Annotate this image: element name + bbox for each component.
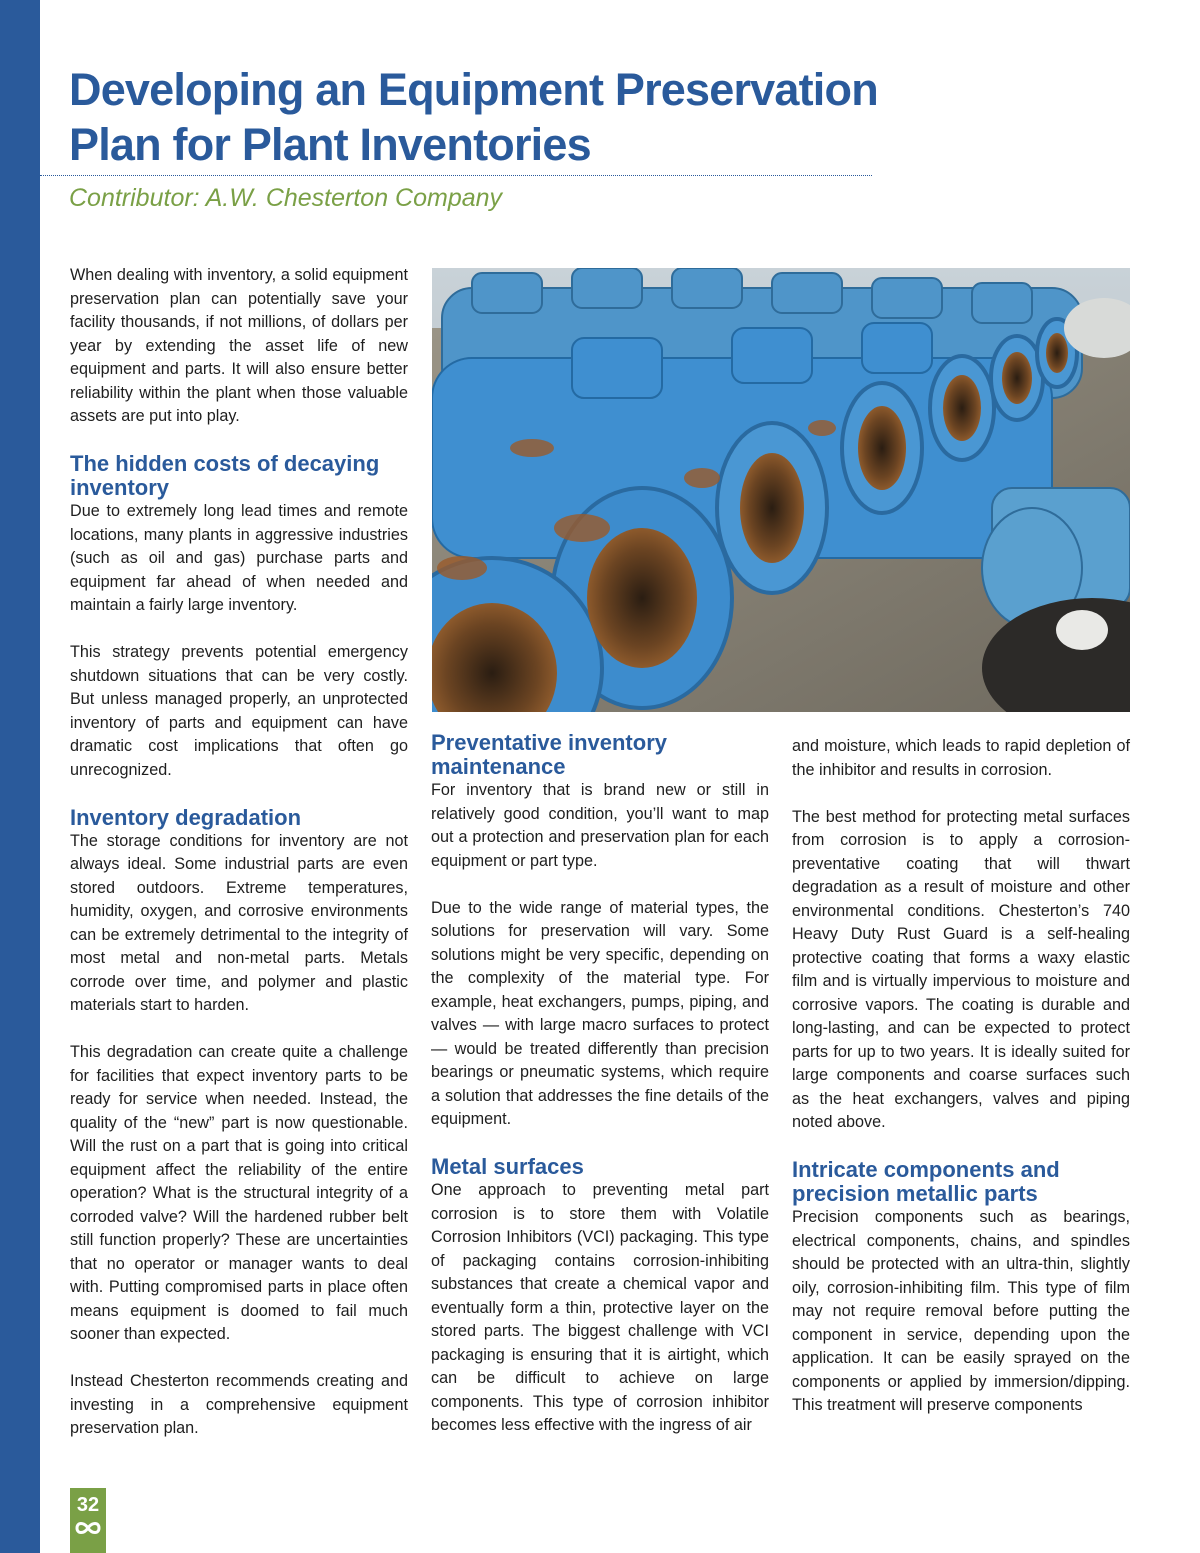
left-accent-bar	[0, 0, 40, 1553]
heading-hidden-costs: The hidden costs of decaying inventory	[70, 451, 380, 500]
paragraph: Instead Chesterton recommends creating and investing in a comprehensive equipment preservation plan.	[70, 1372, 408, 1437]
column-2	[431, 731, 769, 1438]
infinity-icon	[70, 1519, 106, 1542]
heading-intricate-components: Intricate components and precision metallic parts	[792, 1157, 1060, 1206]
page-title	[69, 62, 889, 172]
page-number-badge	[70, 1488, 106, 1553]
paragraph: Precision components such as bearings, electrical components, chains, and spindles should be protected with an ultra-thin, slightly oily, corrosion-inhibiting film. This type of film may not require removal before putting the component in service, depending upon the application. It can be easily sprayed on the components or applied by immersion/dipping. This treatment will preserve components	[792, 1208, 1130, 1414]
paragraph: and moisture, which leads to rapid depletion of the inhibitor and results in corrosion.	[792, 737, 1130, 779]
column-3	[792, 735, 1130, 1418]
paragraph: The storage conditions for inventory are not always ideal. Some industrial parts are even stored outdoors. Extreme temperatures, humidity, oxygen, and corrosive environments can be extremely detrimental to the integrity of most metal and non-metal parts. Metals corrode over time, and polymer and plastic materials start to harden.	[70, 831, 408, 1014]
paragraph: Due to the wide range of material types, the solutions for preservation will vary. Some solutions might be very specific, depending on the complexity of the material type. For example, heat exchangers, pumps, piping, and valves — with large macro surfaces to protect — would be treated differently than precision bearings or pneumatic systems, which require a solution that addresses the fine details of the equipment.	[431, 898, 769, 1128]
heading-metal-surfaces: Metal surfaces	[431, 1154, 584, 1179]
heading-preventative-maintenance: Preventative inventory maintenance	[431, 730, 667, 779]
title-line-1: Developing an Equipment Preservation	[69, 64, 878, 115]
paragraph: This degradation can create quite a challenge for facilities that expect inventory parts to be ready for service when needed. Instead, the quality of the “new” part is now questionable. Will the rust on a part that is going into critical equipment affect the reliability of the entire operation? What is the structural integrity of a corroded valve? Will the hardened rubber belt still function properly? These are uncertainties that no operator or manager wants to deal with. Putting compromised parts in place often means equipment is doomed to fail much sooner than expected.	[70, 1043, 408, 1343]
paragraph: Due to extremely long lead times and remote locations, many plants in aggressive industries (such as oil and gas) purchase parts and equipment far ahead of when needed and maintain a fairly large inventory.	[70, 502, 408, 614]
heading-inventory-degradation: Inventory degradation	[70, 804, 302, 830]
paragraph: The best method for protecting metal surfaces from corrosion is to apply a corrosion-preventative coating that will thwart degradation as a result of moisture and other environmental conditions. Chesterton’s 740 Heavy Duty Rust Guard is a self-healing protective coating that forms a waxy elastic film and is virtually impervious to moisture and corrosive vapors. The coating is durable and long-lasting, and can be expected to protect parts for up to two years. It is ideally suited for large components and coarse surfaces such as the heat exchangers, valves and piping noted above.	[792, 807, 1130, 1131]
title-line-2: Plan for Plant Inventories	[69, 119, 591, 170]
contributor-line: Contributor: A.W. Chesterton Company	[69, 184, 503, 212]
title-divider	[40, 175, 872, 176]
column-1	[70, 264, 408, 1464]
valves-photo	[432, 268, 1130, 712]
paragraph: This strategy prevents potential emergency shutdown situations that can be very costly. But unless managed properly, an unprotected inventory of parts and equipment can have dramatic cost implications that often go unrecognized.	[70, 643, 408, 779]
page-number: 32	[76, 1494, 100, 1516]
paragraph: One approach to preventing metal part corrosion is to store them with Volatile Corrosion Inhibitors (VCI) packaging. This type of packaging contains corrosion-inhibiting substances that create a chemical vapor and eventually form a thin, protective layer on the stored parts. The biggest challenge with VCI packaging is ensuring that it is airtight, which can be difficult to achieve on large components. This type of corrosion inhibitor becomes less effective with the ingress of air	[431, 1181, 769, 1434]
intro-paragraph: When dealing with inventory, a solid equipment preservation plan can potentially save your facility thousands, if not millions, of dollars per year by extending the asset life of new equipment and parts. It will also ensure better reliability within the plant when those valuable assets are put into play.	[70, 266, 408, 425]
paragraph: For inventory that is brand new or still in relatively good condition, you’ll want to map out a protection and preservation plan for each equipment or part type.	[431, 781, 769, 870]
